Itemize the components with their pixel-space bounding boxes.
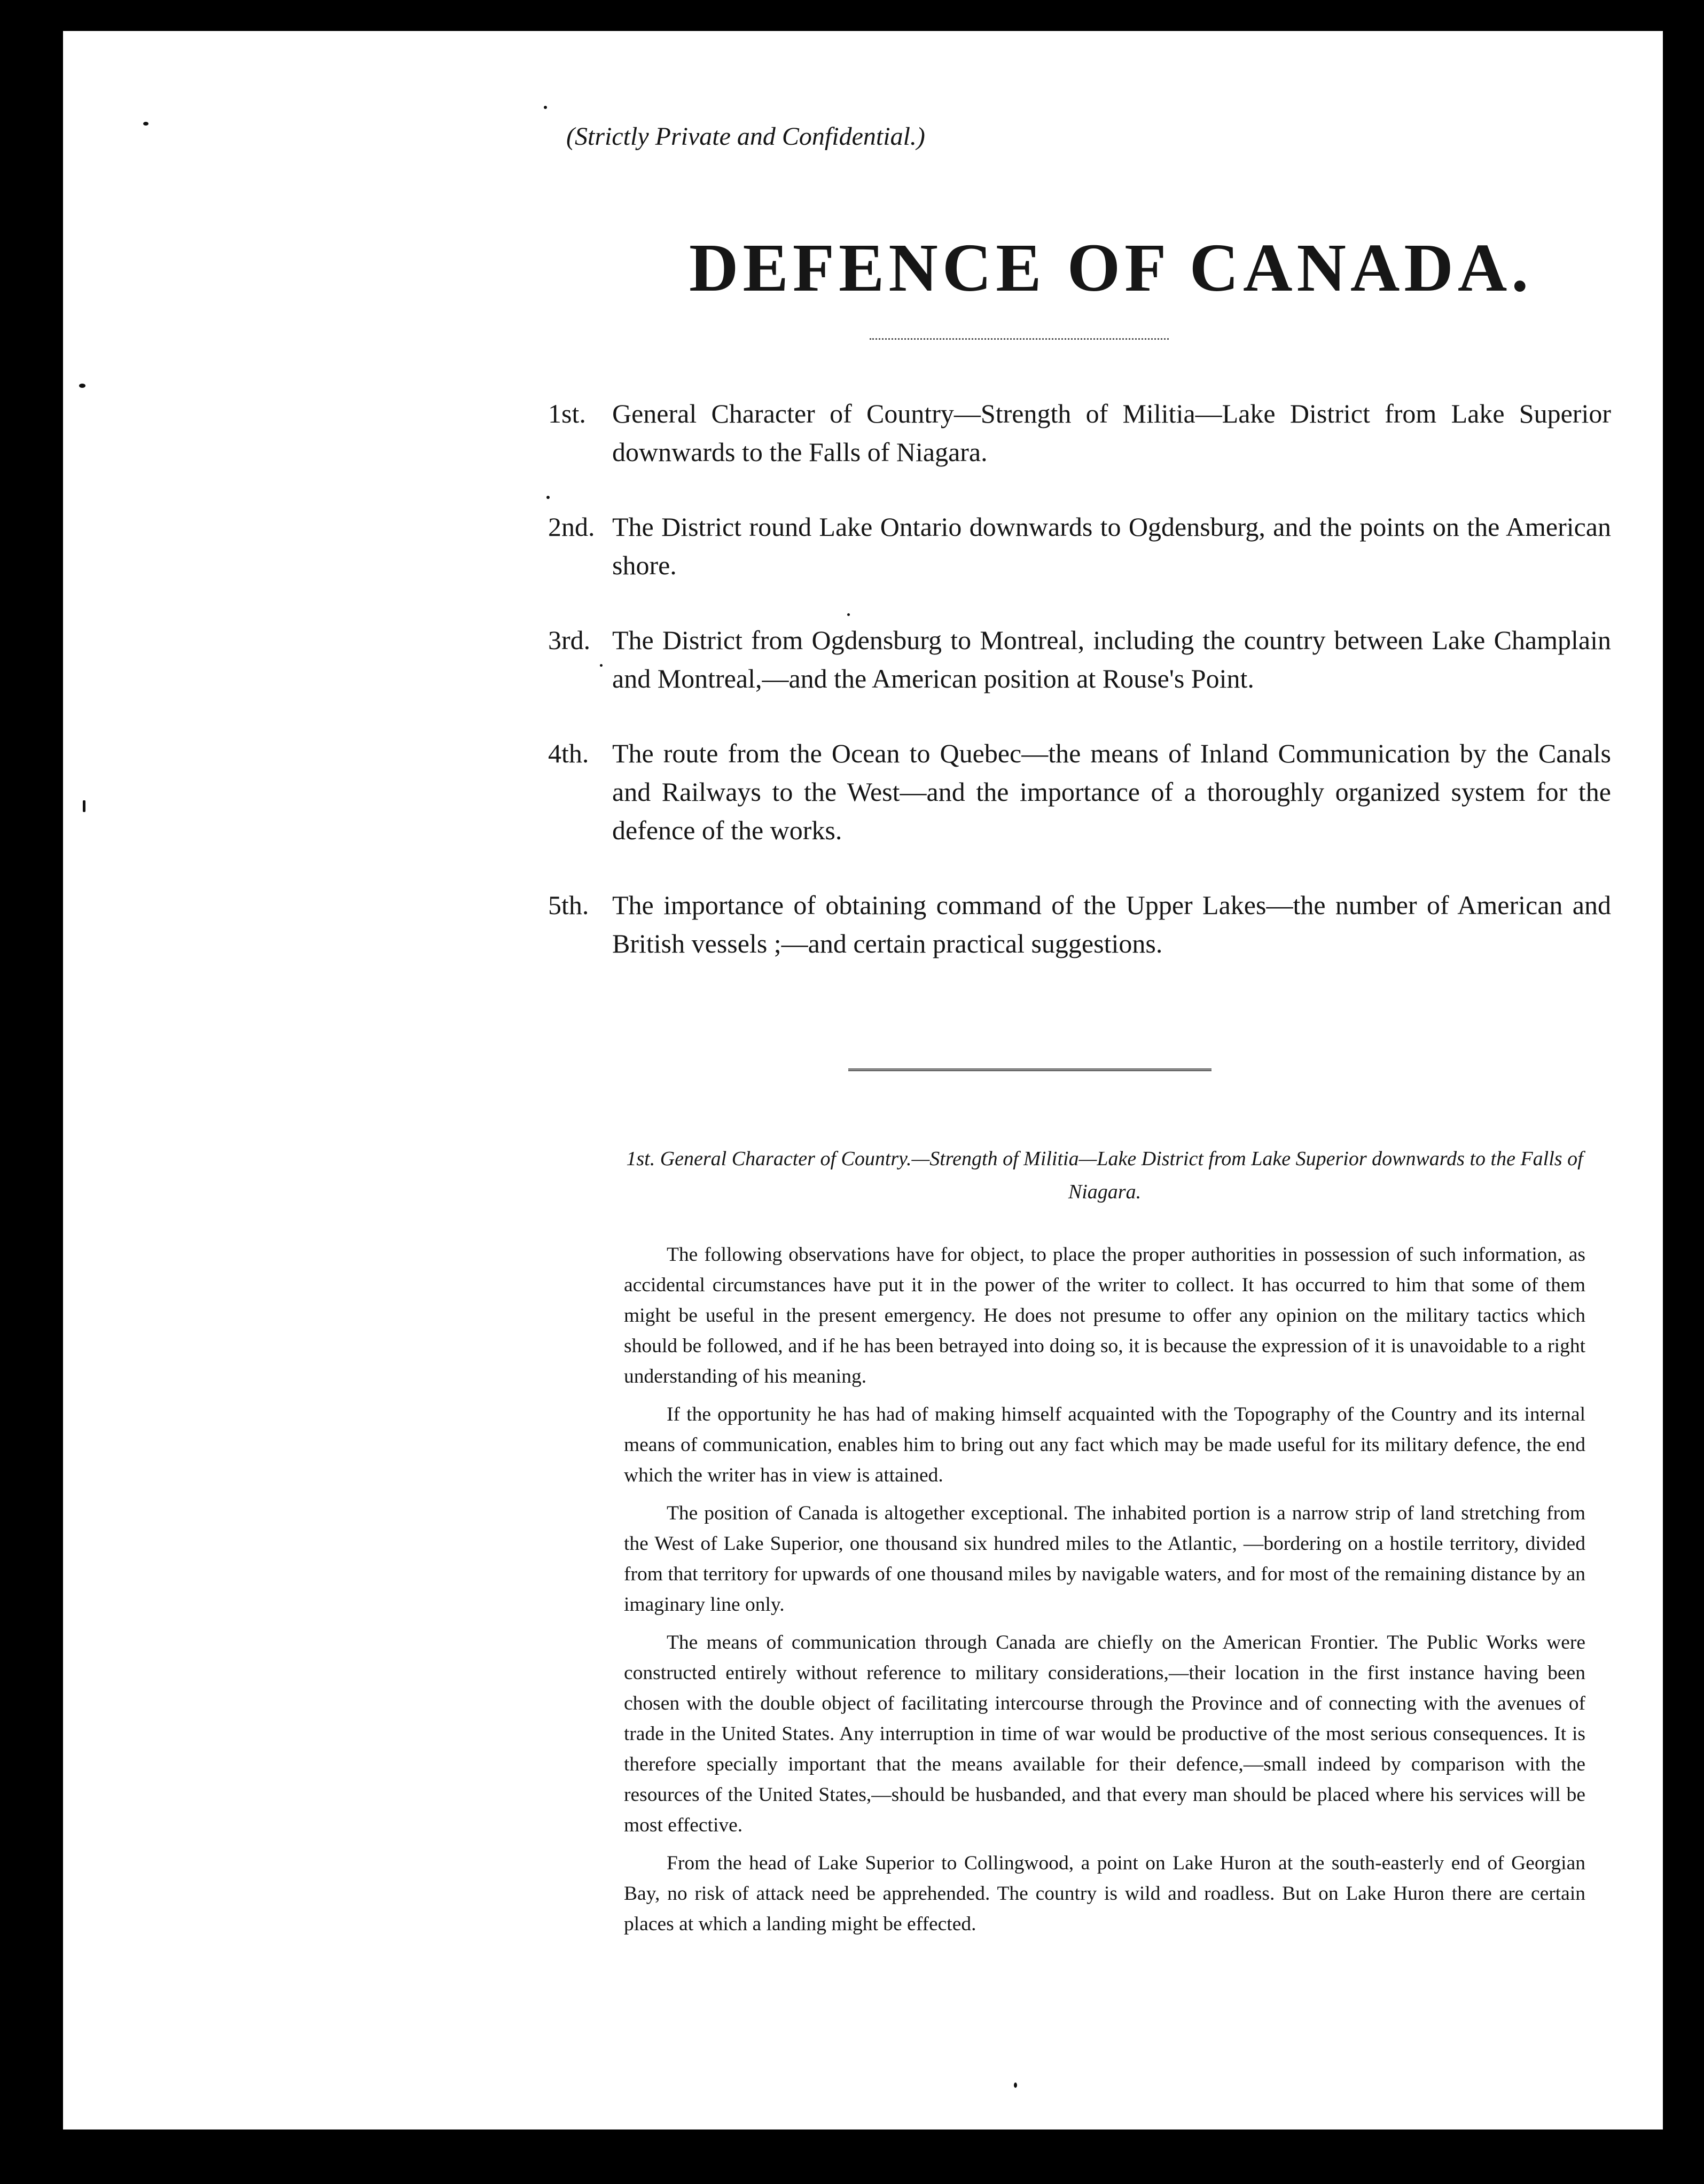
speck bbox=[544, 106, 547, 109]
contents-item-text: The District round Lake Ontario downwards to Ogdensburg, and the points on the American shore. bbox=[612, 512, 1611, 580]
body-paragraph: The following observations have for object, to place the proper authorities in possession of such information, as accidental circumstances have put it in the power of the writer to collect. It has occurred to him that some of them might be useful in the present emergency. He does not presume to offer any opinion on the military tactics which should be followed, and if he has been betrayed into doing so, it is because the expression of it is unavoidable to a right understanding of his meaning. bbox=[624, 1244, 1585, 1387]
body-paragraph: The position of Canada is altogether exceptional. The inhabited portion is a narrow strip of land stretching from the West of Lake Superior, one thousand six hundred miles to the Atlantic, —bordering on a hostile territory, divided from that territory for upwards of one thousand miles by navigable waters, and for most of the remaining distance by an imaginary line only. bbox=[624, 1502, 1585, 1616]
body-paragraph: If the opportunity he has had of making himself acquainted with the Topography of the Country and its internal means of communication, enables him to bring out any fact which may be made useful for its military defence, the end which the writer has in view is attained. bbox=[624, 1403, 1585, 1486]
body-paragraph: The means of communication through Canada are chiefly on the American Frontier. The Public Works were constructed entirely without reference to military considerations,—their location in the first instance having been chosen with the double object of facilitating intercourse through the Province and of connecting with the avenues of trade in the United States. Any interruption in time of war would be productive of the most serious consequences. It is therefore specially important that the means available for their defence,—small indeed by comparison with the resources of the United States,—should be husbanded, and that every man should be placed where his services will be most effective. bbox=[624, 1632, 1585, 1836]
document-title: DEFENCE OF CANADA. bbox=[689, 230, 1533, 306]
title-divider bbox=[870, 338, 1169, 340]
contents-item bbox=[548, 734, 1611, 849]
contents-item-text: The importance of obtaining command of the Upper Lakes—the number of American and British vessels ;—and certain practical suggestions. bbox=[612, 890, 1611, 958]
contents-item-number: 2nd. bbox=[548, 512, 595, 542]
speck bbox=[1014, 2082, 1017, 2088]
contents-item bbox=[548, 508, 1611, 584]
section-heading: 1st. General Character of Country.—Strength of Militia—Lake District from Lake Superior downwards to the Falls of Niagara. bbox=[626, 1148, 1583, 1203]
contents-item-number: 5th. bbox=[548, 890, 589, 920]
contents-item-text: General Character of Country—Strength of Militia—Lake District from Lake Superior downwards to the Falls of Niagara. bbox=[612, 399, 1611, 467]
contents-item-number: 1st. bbox=[548, 399, 586, 428]
contents-item-text: The route from the Ocean to Quebec—the means of Inland Communication by the Canals and Railways to the West—and the importance of a thoroughly organized system for the defence of the works. bbox=[612, 738, 1611, 845]
contents-item bbox=[548, 394, 1611, 471]
section-divider bbox=[848, 1068, 1211, 1071]
contents-item-number: 4th. bbox=[548, 738, 589, 768]
document-page bbox=[63, 31, 1663, 2130]
contents-item bbox=[548, 886, 1611, 963]
confidential-note: (Strictly Private and Confidential.) bbox=[566, 122, 925, 151]
speck bbox=[79, 384, 85, 388]
contents-item-number: 3rd. bbox=[548, 625, 591, 655]
body-text bbox=[624, 1239, 1585, 1947]
body-paragraph: From the head of Lake Superior to Collingwood, a point on Lake Huron at the south-easterly end of Georgian Bay, no risk of attack need be apprehended. The country is wild and roadless. But on Lake Huron there are certain places at which a landing might be effected. bbox=[624, 1852, 1585, 1935]
contents-item-text: The District from Ogdensburg to Montreal, including the country between Lake Champlain and Montreal,—and the American position at Rouse's Point. bbox=[612, 625, 1611, 693]
contents-item bbox=[548, 621, 1611, 698]
speck bbox=[83, 800, 85, 812]
contents-list bbox=[548, 394, 1611, 999]
speck bbox=[143, 122, 148, 126]
